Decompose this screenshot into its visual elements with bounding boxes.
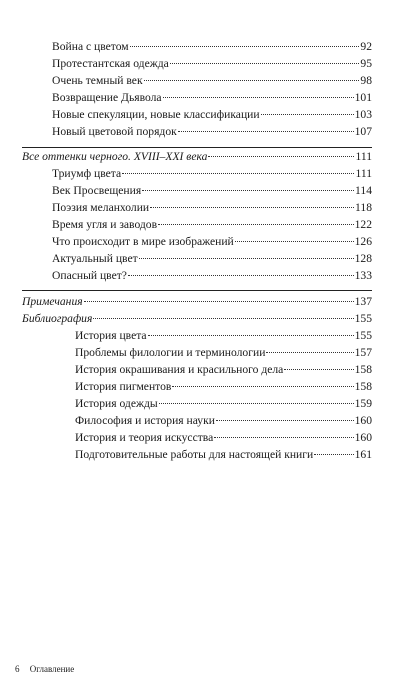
toc-entry-title: Новые спекуляции, новые классификации: [52, 108, 260, 121]
toc-subentry: [75, 397, 372, 411]
toc-entry: [52, 108, 372, 122]
dot-leader: [170, 63, 360, 64]
toc-entry-page: 157: [354, 346, 372, 359]
toc-subentry: [75, 329, 372, 343]
toc-entry-page: 111: [355, 167, 372, 180]
toc-section-page: 111: [355, 150, 372, 163]
toc-entry-title: Очень темный век: [52, 74, 143, 87]
toc-entry: [52, 201, 372, 215]
toc-entry-title: Век Просвещения: [52, 184, 142, 197]
toc-entry-title: История и теория искусства: [75, 431, 214, 444]
toc-entry-title: Протестантская одежда: [52, 57, 169, 70]
toc-entry-page: 158: [354, 363, 372, 376]
toc-entry-page: 114: [355, 184, 372, 197]
dot-leader: [148, 335, 354, 336]
dot-leader: [163, 97, 354, 98]
toc-entry-page: 161: [354, 448, 372, 461]
toc-entry-page: 98: [360, 74, 372, 87]
dot-leader: [150, 207, 354, 208]
toc-entry-page: 158: [354, 380, 372, 393]
toc-subentry: [75, 346, 372, 360]
toc-entry-title: История пигментов: [75, 380, 172, 393]
toc-entry-page: 160: [354, 431, 372, 444]
toc-section-title: Все оттенки черного. XVIII–XXI века: [22, 150, 208, 163]
toc-subentry: [75, 363, 372, 377]
dot-leader: [216, 420, 354, 421]
toc-entry-title: История цвета: [75, 329, 147, 342]
dot-leader: [128, 275, 354, 276]
dot-leader: [158, 224, 354, 225]
toc-entry-title: Проблемы филологии и терминологии: [75, 346, 266, 359]
toc-entry: [52, 167, 372, 181]
dot-leader: [284, 369, 353, 370]
dot-leader: [266, 352, 353, 353]
toc-entry-page: 118: [355, 201, 372, 214]
toc-entry-title: Актуальный цвет: [52, 252, 138, 265]
toc-entry-page: 95: [360, 57, 372, 70]
toc-entry-title: Опасный цвет?: [52, 269, 127, 282]
toc-entry-page: 122: [354, 218, 372, 231]
toc-entry: [52, 218, 372, 232]
toc-entry-title: Триумф цвета: [52, 167, 122, 180]
toc-entry-page: 155: [354, 329, 372, 342]
toc-subentry: [75, 448, 372, 462]
dot-leader: [159, 403, 354, 404]
toc-entry: [52, 57, 372, 71]
toc-entry-title: Поэзия меланхолии: [52, 201, 150, 214]
toc-entry: [52, 74, 372, 88]
toc-section-page: 137: [354, 295, 372, 308]
dot-leader: [84, 301, 354, 302]
toc-entry: [52, 252, 372, 266]
dot-leader: [178, 131, 354, 132]
toc-entry: [52, 125, 372, 139]
page-number: 6: [15, 664, 20, 674]
running-title: Оглавление: [29, 664, 75, 674]
toc-entry-title: История окрашивания и красильного дела: [75, 363, 284, 376]
toc-entry-page: 133: [354, 269, 372, 282]
toc-entry-title: Время угля и заводов: [52, 218, 158, 231]
dot-leader: [122, 173, 354, 174]
toc-section-entry: [22, 150, 372, 164]
toc-entry-title: Философия и история науки: [75, 414, 215, 427]
dot-leader: [214, 437, 353, 438]
toc-section-entry: [22, 295, 372, 309]
toc-entry: [52, 269, 372, 283]
toc-entry-title: Подготовительные работы для настоящей книги: [75, 448, 314, 461]
toc-entry-page: 126: [354, 235, 372, 248]
toc-section-title: Библиография: [22, 312, 93, 325]
dot-leader: [235, 241, 354, 242]
toc-entry-page: 107: [354, 125, 372, 138]
toc-entry-title: Новый цветовой порядок: [52, 125, 177, 138]
toc-entry-title: Война с цветом: [52, 40, 129, 53]
dot-leader: [93, 318, 353, 319]
toc-entry: [52, 235, 372, 249]
dot-leader: [314, 454, 353, 455]
toc-entry-page: 159: [354, 397, 372, 410]
toc-entry-title: История одежды: [75, 397, 158, 410]
toc-subentry: [75, 431, 372, 445]
toc-entry-title: Что происходит в мире изображений: [52, 235, 234, 248]
dot-leader: [144, 80, 360, 81]
toc-entry-page: 128: [354, 252, 372, 265]
toc-entry-title: Возвращение Дьявола: [52, 91, 162, 104]
toc-section-entry: [22, 312, 372, 326]
section-divider: [22, 147, 372, 148]
dot-leader: [139, 258, 354, 259]
toc-section-title: Примечания: [22, 295, 83, 308]
toc-entry-page: 160: [354, 414, 372, 427]
page-footer: [15, 663, 74, 675]
toc-entry-page: 92: [360, 40, 372, 53]
section-divider: [22, 290, 372, 291]
toc-subentry: [75, 414, 372, 428]
toc-entry: [52, 184, 372, 198]
toc-entry: [52, 91, 372, 105]
toc-section-page: 155: [354, 312, 372, 325]
toc-subentry: [75, 380, 372, 394]
dot-leader: [130, 46, 360, 47]
dot-leader: [261, 114, 354, 115]
toc-entry: [52, 40, 372, 54]
dot-leader: [208, 156, 354, 157]
toc-entry-page: 103: [354, 108, 372, 121]
dot-leader: [172, 386, 353, 387]
dot-leader: [142, 190, 354, 191]
toc-entry-page: 101: [354, 91, 372, 104]
